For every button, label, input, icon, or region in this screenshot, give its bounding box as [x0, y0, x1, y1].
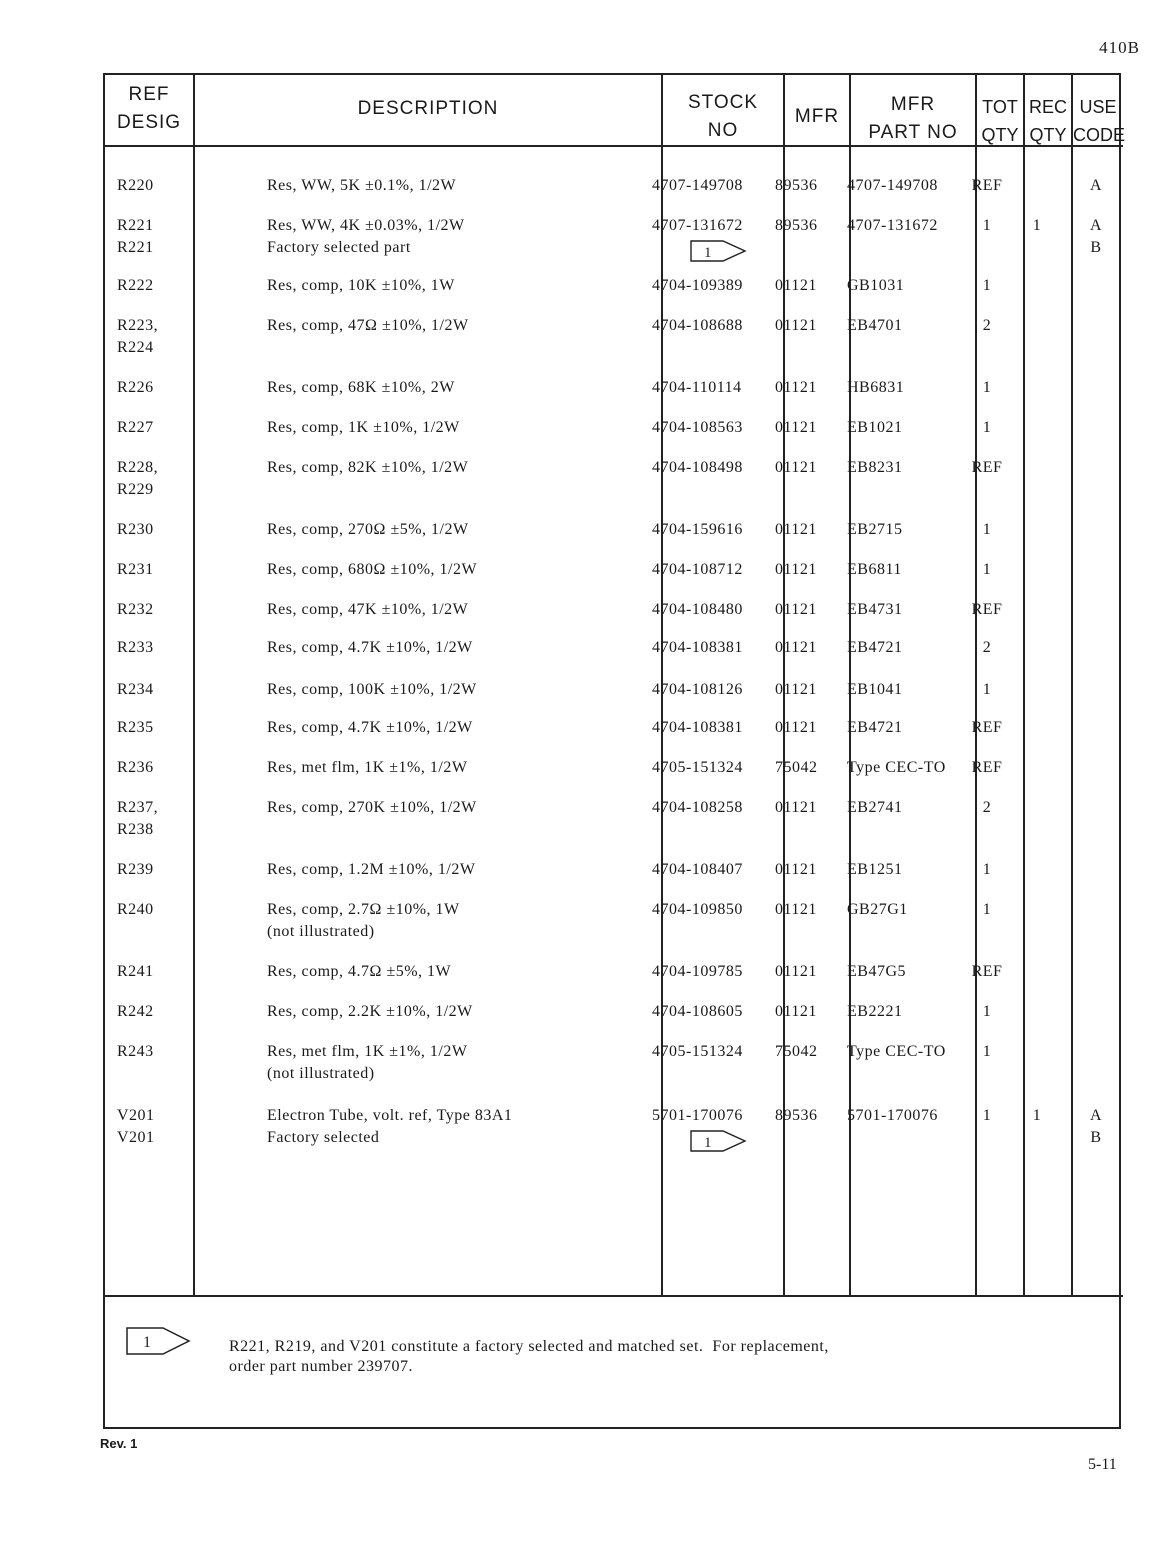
- flag-note-number: 1: [704, 1135, 712, 1151]
- cell-tot-qty: 1: [982, 901, 992, 918]
- cell-ref-desig: R220: [117, 177, 154, 194]
- cell-description: Res, comp, 10K ±10%, 1W: [267, 277, 455, 294]
- cell-use-code: A B: [1089, 1107, 1103, 1146]
- footnote-text: R221, R219, and V201 constitute a factory selected and matched set. For replacement, order part number 239707.: [229, 1338, 829, 1375]
- cell-tot-qty: 2: [982, 639, 992, 656]
- cell-mfr-code: 01121: [775, 1003, 817, 1020]
- cell-mfr-code: 01121: [775, 861, 817, 878]
- cell-ref-desig: R243: [117, 1043, 154, 1060]
- cell-mfr-part-no: EB2715: [847, 521, 903, 538]
- cell-description: Res, comp, 82K ±10%, 1/2W: [267, 459, 469, 476]
- cell-ref-desig: R236: [117, 759, 154, 776]
- cell-mfr-code: 01121: [775, 601, 817, 618]
- cell-description: Res, comp, 270Ω ±5%, 1/2W: [267, 521, 469, 538]
- cell-tot-qty: 1: [982, 1003, 992, 1020]
- cell-mfr-code: 01121: [775, 639, 817, 656]
- model-number: 410B: [1099, 38, 1140, 57]
- cell-mfr-code: 01121: [775, 317, 817, 334]
- cell-mfr-part-no: EB6811: [847, 561, 902, 578]
- cell-mfr-part-no: EB8231: [847, 459, 903, 476]
- cell-stock-no: 4704-109389: [652, 277, 743, 294]
- cell-description: Electron Tube, volt. ref, Type 83A1 Factory selected: [267, 1107, 513, 1146]
- cell-ref-desig: R240: [117, 901, 154, 918]
- cell-ref-desig: R227: [117, 419, 154, 436]
- cell-mfr-part-no: 4707-131672: [847, 217, 938, 234]
- cell-stock-no: 4704-108688: [652, 317, 743, 334]
- cell-ref-desig: R234: [117, 681, 154, 698]
- cell-stock-no: 4704-108605: [652, 1003, 743, 1020]
- cell-stock-no: 4704-108407: [652, 861, 743, 878]
- cell-stock-no: 4704-108126: [652, 681, 743, 698]
- header-mfr: MFR: [794, 106, 840, 127]
- cell-mfr-part-no: Type CEC-TO: [847, 759, 946, 776]
- cell-stock-no: 4704-108480: [652, 601, 743, 618]
- cell-ref-desig: R222: [117, 277, 154, 294]
- cell-mfr-code: 01121: [775, 277, 817, 294]
- cell-use-code: A: [1089, 177, 1103, 194]
- header-stock-no: STOCK NO: [687, 92, 759, 141]
- cell-ref-desig: R223, R224: [117, 317, 159, 356]
- flag-note-symbol: [689, 239, 747, 263]
- cell-description: Res, comp, 4.7K ±10%, 1/2W: [267, 719, 473, 736]
- cell-description: Res, comp, 2.2K ±10%, 1/2W: [267, 1003, 473, 1020]
- cell-mfr-code: 01121: [775, 719, 817, 736]
- cell-stock-no: 5701-170076: [652, 1107, 743, 1124]
- cell-ref-desig: R235: [117, 719, 154, 736]
- cell-tot-qty: REF: [971, 601, 1003, 618]
- cell-description: Res, comp, 270K ±10%, 1/2W: [267, 799, 477, 816]
- cell-mfr-part-no: EB2741: [847, 799, 903, 816]
- cell-stock-no: 4704-108498: [652, 459, 743, 476]
- cell-description: Res, comp, 4.7Ω ±5%, 1W: [267, 963, 452, 980]
- cell-stock-no: 4704-109850: [652, 901, 743, 918]
- cell-mfr-code: 01121: [775, 681, 817, 698]
- cell-mfr-code: 01121: [775, 799, 817, 816]
- cell-description: Res, comp, 2.7Ω ±10%, 1W (not illustrated): [267, 901, 460, 940]
- header-use-code: USE CODE: [1073, 97, 1126, 145]
- cell-ref-desig: R232: [117, 601, 154, 618]
- cell-tot-qty: 1: [982, 277, 992, 294]
- cell-mfr-code: 75042: [775, 1043, 818, 1060]
- cell-tot-qty: REF: [971, 177, 1003, 194]
- cell-rec-qty: 1: [1032, 217, 1042, 234]
- revision-label: Rev. 1: [100, 1436, 138, 1451]
- cell-ref-desig: R221 R221: [117, 217, 154, 256]
- cell-tot-qty: 1: [982, 861, 992, 878]
- cell-mfr-code: 89536: [775, 1107, 818, 1124]
- cell-mfr-code: 01121: [775, 521, 817, 538]
- cell-ref-desig: R242: [117, 1003, 154, 1020]
- cell-stock-no: 4704-109785: [652, 963, 743, 980]
- cell-description: Res, comp, 1.2M ±10%, 1/2W: [267, 861, 476, 878]
- cell-tot-qty: REF: [971, 963, 1003, 980]
- cell-tot-qty: 1: [982, 1107, 992, 1124]
- cell-mfr-part-no: EB4721: [847, 639, 903, 656]
- cell-ref-desig: R239: [117, 861, 154, 878]
- cell-mfr-code: 01121: [775, 379, 817, 396]
- cell-mfr-code: 01121: [775, 901, 817, 918]
- cell-description: Res, WW, 5K ±0.1%, 1/2W: [267, 177, 457, 194]
- flag-note-number: 1: [143, 1334, 151, 1351]
- cell-description: Res, comp, 100K ±10%, 1/2W: [267, 681, 477, 698]
- cell-description: Res, met flm, 1K ±1%, 1/2W: [267, 759, 468, 776]
- cell-stock-no: 4704-110114: [652, 379, 742, 396]
- cell-stock-no: 4704-108381: [652, 639, 743, 656]
- cell-description: Res, comp, 68K ±10%, 2W: [267, 379, 455, 396]
- cell-description: Res, met flm, 1K ±1%, 1/2W (not illustrated): [267, 1043, 468, 1082]
- cell-mfr-part-no: EB2221: [847, 1003, 903, 1020]
- cell-tot-qty: 2: [982, 799, 992, 816]
- cell-mfr-part-no: EB4721: [847, 719, 903, 736]
- cell-mfr-part-no: GB1031: [847, 277, 905, 294]
- cell-mfr-part-no: EB1021: [847, 419, 903, 436]
- cell-tot-qty: 1: [982, 561, 992, 578]
- cell-tot-qty: REF: [971, 759, 1003, 776]
- cell-ref-desig: R228, R229: [117, 459, 159, 498]
- header-description: DESCRIPTION: [357, 98, 499, 119]
- cell-mfr-code: 89536: [775, 217, 818, 234]
- cell-ref-desig: R230: [117, 521, 154, 538]
- cell-tot-qty: REF: [971, 719, 1003, 736]
- page-number: 5-11: [1088, 1456, 1117, 1473]
- cell-mfr-part-no: HB6831: [847, 379, 905, 396]
- cell-description: Res, comp, 47Ω ±10%, 1/2W: [267, 317, 469, 334]
- note-rule: [105, 1295, 1123, 1297]
- cell-tot-qty: 2: [982, 317, 992, 334]
- cell-mfr-code: 75042: [775, 759, 818, 776]
- cell-mfr-code: 01121: [775, 561, 817, 578]
- cell-mfr-part-no: EB47G5: [847, 963, 906, 980]
- cell-mfr-part-no: Type CEC-TO: [847, 1043, 946, 1060]
- cell-tot-qty: 1: [982, 521, 992, 538]
- cell-mfr-part-no: EB1251: [847, 861, 903, 878]
- cell-tot-qty: 1: [982, 379, 992, 396]
- cell-tot-qty: 1: [982, 681, 992, 698]
- cell-stock-no: 4705-151324: [652, 759, 743, 776]
- cell-stock-no: 4704-159616: [652, 521, 743, 538]
- cell-stock-no: 4704-108563: [652, 419, 743, 436]
- cell-mfr-code: 89536: [775, 177, 818, 194]
- cell-rec-qty: 1: [1032, 1107, 1042, 1124]
- cell-mfr-part-no: EB1041: [847, 681, 903, 698]
- cell-description: Res, comp, 4.7K ±10%, 1/2W: [267, 639, 473, 656]
- cell-ref-desig: V201 V201: [117, 1107, 155, 1146]
- cell-mfr-part-no: EB4701: [847, 317, 903, 334]
- cell-stock-no: 4707-131672: [652, 217, 743, 234]
- cell-stock-no: 4704-108258: [652, 799, 743, 816]
- cell-tot-qty: 1: [982, 1043, 992, 1060]
- cell-ref-desig: R226: [117, 379, 154, 396]
- cell-ref-desig: R237, R238: [117, 799, 159, 838]
- cell-stock-no: 4705-151324: [652, 1043, 743, 1060]
- cell-description: Res, WW, 4K ±0.03%, 1/2W Factory selected part: [267, 217, 465, 256]
- cell-ref-desig: R241: [117, 963, 154, 980]
- cell-mfr-part-no: 5701-170076: [847, 1107, 938, 1124]
- cell-description: Res, comp, 680Ω ±10%, 1/2W: [267, 561, 478, 578]
- parts-list-table: [103, 73, 1126, 1429]
- flag-note-symbol: [689, 1129, 747, 1153]
- header-tot-qty: TOT QTY: [981, 97, 1019, 145]
- cell-ref-desig: R231: [117, 561, 154, 578]
- header-ref-desig: REF DESIG: [116, 84, 182, 133]
- cell-mfr-code: 01121: [775, 963, 817, 980]
- cell-stock-no: 4707-149708: [652, 177, 743, 194]
- cell-tot-qty: REF: [971, 459, 1003, 476]
- cell-mfr-code: 01121: [775, 459, 817, 476]
- cell-description: Res, comp, 1K ±10%, 1/2W: [267, 419, 460, 436]
- flag-note-number: 1: [704, 245, 712, 261]
- cell-tot-qty: 1: [982, 217, 992, 234]
- cell-stock-no: 4704-108712: [652, 561, 743, 578]
- cell-mfr-code: 01121: [775, 419, 817, 436]
- cell-ref-desig: R233: [117, 639, 154, 656]
- cell-use-code: A B: [1089, 217, 1103, 256]
- cell-mfr-part-no: 4707-149708: [847, 177, 938, 194]
- cell-description: Res, comp, 47K ±10%, 1/2W: [267, 601, 469, 618]
- header-rec-qty: REC QTY: [1028, 97, 1067, 145]
- cell-mfr-part-no: EB4731: [847, 601, 903, 618]
- header-mfr-part-no: MFR PART NO: [868, 94, 958, 143]
- cell-mfr-part-no: GB27G1: [847, 901, 908, 918]
- cell-stock-no: 4704-108381: [652, 719, 743, 736]
- flag-note-symbol: [125, 1325, 191, 1357]
- cell-tot-qty: 1: [982, 419, 992, 436]
- column-divider: [193, 75, 195, 1297]
